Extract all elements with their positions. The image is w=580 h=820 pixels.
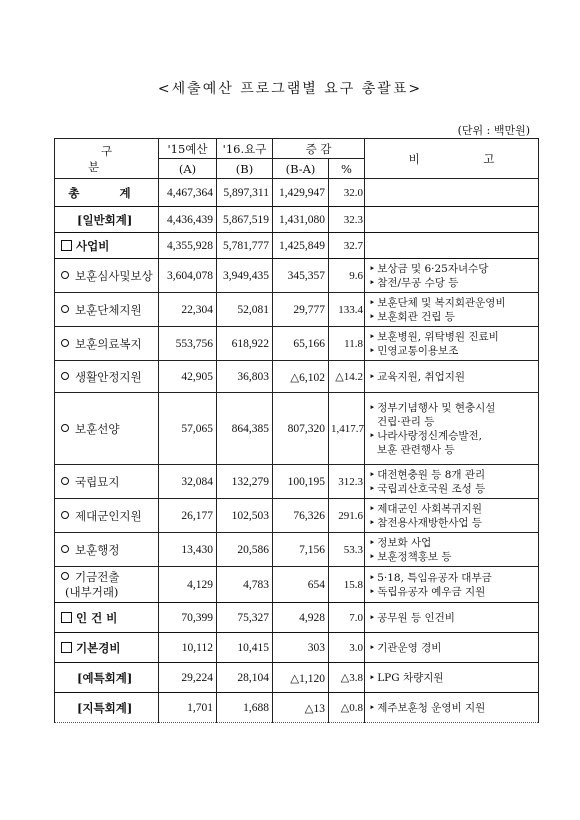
header-category: 구 분 (55, 139, 159, 179)
table-row (55, 207, 539, 233)
remarks-cell (365, 567, 539, 603)
header-change-amount: (B-A) (273, 159, 329, 179)
remarks-cell (365, 293, 539, 327)
table-row (55, 603, 539, 633)
row-label: 생활안정지원 (75, 369, 142, 384)
value-2015-cell: 3,604,078 (159, 259, 217, 293)
row-label-cell (55, 663, 159, 693)
row-label-cell (55, 179, 159, 207)
row-label: 보훈선양 (75, 421, 120, 436)
change-pct-cell: 291.6 (329, 499, 365, 533)
remark-text: 민영교통이용보조 (377, 344, 459, 357)
value-2016-cell: 10,415 (217, 633, 273, 663)
row-label-cell (55, 693, 159, 723)
bullet-icon: ‣ (369, 611, 376, 624)
remark-line (369, 482, 536, 496)
change-amount-cell: 7,156 (273, 533, 329, 567)
row-label-cell (55, 465, 159, 499)
bullet-icon: ‣ (369, 550, 376, 563)
table-body (55, 179, 539, 723)
table-row (55, 663, 539, 693)
row-label: 보훈심사및보상 (75, 268, 153, 283)
budget-summary-table (54, 138, 539, 723)
table-row (55, 633, 539, 663)
remark-text: 제대군인 사회복귀지원 (377, 502, 482, 515)
bullet-icon: ‣ (369, 502, 376, 515)
bullet-icon: ‣ (369, 482, 376, 495)
remark-text: 보훈회관 건립 등 (377, 310, 455, 323)
value-2015-cell: 4,436,439 (159, 207, 217, 233)
bullet-icon: ‣ (369, 310, 376, 323)
row-label: 사업비 (76, 238, 110, 253)
remarks-cell (365, 327, 539, 361)
row-label: 보훈의료복지 (75, 336, 142, 351)
remarks-cell (365, 603, 539, 633)
circle-bullet-icon (61, 271, 69, 279)
bullet-icon: ‣ (369, 671, 376, 684)
value-2016-cell: 20,586 (217, 533, 273, 567)
remarks-cell (365, 633, 539, 663)
change-amount-cell: 654 (273, 567, 329, 603)
row-label-cell (55, 207, 159, 233)
circle-bullet-icon (61, 511, 69, 519)
row-label: 제대군인지원 (75, 508, 142, 523)
change-pct-cell: 11.8 (329, 327, 365, 361)
row-label-cell (55, 259, 159, 293)
value-2016-cell: 75,327 (217, 603, 273, 633)
change-amount-cell: △6,102 (273, 361, 329, 393)
value-2016-cell: 4,783 (217, 567, 273, 603)
value-2016-cell: 864,385 (217, 393, 273, 465)
remark-line (369, 468, 536, 482)
value-2016-cell: 5,781,777 (217, 233, 273, 259)
value-2015-cell: 4,355,928 (159, 233, 217, 259)
value-2015-cell: 1,701 (159, 693, 217, 723)
bullet-icon: ‣ (369, 429, 376, 442)
header-2016: '16.요구 (217, 139, 273, 159)
remark-line (369, 429, 536, 443)
row-label: [일반회계] (77, 212, 133, 227)
change-amount-cell: 76,326 (273, 499, 329, 533)
bullet-icon: ‣ (369, 344, 376, 357)
remark-line (369, 550, 536, 564)
checkbox-square-icon (61, 240, 72, 251)
table-row (55, 533, 539, 567)
change-pct-cell: 3.0 (329, 633, 365, 663)
change-amount-cell: △13 (273, 693, 329, 723)
remark-line (369, 516, 536, 530)
change-amount-cell: 1,431,080 (273, 207, 329, 233)
remark-line (369, 276, 536, 290)
bullet-icon: ‣ (369, 370, 376, 383)
remark-line (369, 671, 536, 685)
change-pct-cell: 15.8 (329, 567, 365, 603)
row-label: 인 건 비 (76, 610, 118, 625)
circle-bullet-icon (61, 372, 69, 380)
remark-text: 보훈단체 및 복지회관운영비 (377, 296, 506, 309)
change-amount-cell: 1,425,849 (273, 233, 329, 259)
remarks-cell (365, 207, 539, 233)
table-row (55, 693, 539, 723)
remark-line (369, 330, 536, 344)
remark-text: 건립·관리 등 (377, 415, 435, 428)
unit-note: (단위 : 백만원) (457, 124, 530, 137)
row-label: 총 계 (68, 185, 149, 200)
value-2015-cell: 32,084 (159, 465, 217, 499)
value-2016-cell: 3,949,435 (217, 259, 273, 293)
change-pct-cell: 7.0 (329, 603, 365, 633)
checkbox-square-icon (61, 642, 72, 653)
value-2015-cell: 26,177 (159, 499, 217, 533)
table-row (55, 567, 539, 603)
row-label-cell (55, 293, 159, 327)
value-2016-cell: 36,803 (217, 361, 273, 393)
change-pct-cell: 133.4 (329, 293, 365, 327)
change-amount-cell: 100,195 (273, 465, 329, 499)
value-2015-cell: 70,399 (159, 603, 217, 633)
remark-line (369, 310, 536, 324)
remark-text: 정부기념행사 및 현충시설 (377, 401, 496, 414)
change-amount-cell: 303 (273, 633, 329, 663)
value-2015-cell: 4,467,364 (159, 179, 217, 207)
row-label-cell (55, 499, 159, 533)
remark-line (369, 536, 536, 550)
remark-text: 보훈병원, 위탁병원 진료비 (377, 330, 499, 343)
remark-line (369, 262, 536, 276)
row-label-cell (55, 567, 159, 603)
row-label-cell (55, 327, 159, 361)
remark-text: 참전용사재방한사업 등 (377, 516, 482, 529)
header-2015: '15예산 (159, 139, 217, 159)
remarks-cell (365, 179, 539, 207)
table-row (55, 361, 539, 393)
remark-text: 교육지원, 취업지원 (377, 370, 466, 383)
bullet-icon: ‣ (369, 641, 376, 654)
table-row (55, 293, 539, 327)
circle-bullet-icon (61, 545, 69, 553)
value-2016-cell: 5,867,519 (217, 207, 273, 233)
row-label: 보훈행정 (75, 542, 120, 557)
table-row (55, 465, 539, 499)
change-pct-cell: 32.7 (329, 233, 365, 259)
remark-line (369, 344, 536, 358)
value-2015-cell: 29,224 (159, 663, 217, 693)
row-label: 기금전출 (75, 569, 120, 584)
change-pct-cell: △3.8 (329, 663, 365, 693)
remarks-cell (365, 361, 539, 393)
change-amount-cell: 29,777 (273, 293, 329, 327)
value-2016-cell: 5,897,311 (217, 179, 273, 207)
circle-bullet-icon (61, 572, 69, 580)
row-label: [예특회계] (77, 670, 133, 685)
remarks-cell (365, 693, 539, 723)
value-2015-cell: 10,112 (159, 633, 217, 663)
change-amount-cell: 4,928 (273, 603, 329, 633)
row-label-cell (55, 393, 159, 465)
change-pct-cell: 312.3 (329, 465, 365, 499)
value-2015-cell: 22,304 (159, 293, 217, 327)
bullet-icon: ‣ (369, 585, 376, 598)
document-title: <세출예산 프로그램별 요구 총괄표> (157, 81, 423, 97)
remark-line (369, 502, 536, 516)
bullet-icon: ‣ (369, 330, 376, 343)
table-row (55, 233, 539, 259)
remark-line (369, 443, 536, 457)
remark-text: 보훈정책홍보 등 (377, 550, 452, 563)
change-pct-cell: 32.3 (329, 207, 365, 233)
row-label-sub: (내부거래) (65, 584, 119, 599)
change-pct-cell: 9.6 (329, 259, 365, 293)
row-label: 국립묘지 (75, 474, 120, 489)
table-row (55, 259, 539, 293)
value-2016-cell: 52,081 (217, 293, 273, 327)
table-row (55, 393, 539, 465)
remarks-cell (365, 499, 539, 533)
change-amount-cell: 65,166 (273, 327, 329, 361)
change-pct-cell: △0.8 (329, 693, 365, 723)
table-row (55, 327, 539, 361)
remark-text: 나라사랑정신계승발전, (377, 429, 482, 442)
header-2015-sub: (A) (159, 159, 217, 179)
bullet-icon: ‣ (369, 516, 376, 529)
remark-text: LPG 차량지원 (377, 671, 444, 684)
bullet-icon: ‣ (369, 468, 376, 481)
value-2015-cell: 13,430 (159, 533, 217, 567)
change-pct-cell: 1,417.7 (329, 393, 365, 465)
checkbox-square-icon (61, 612, 72, 623)
remarks-cell (365, 465, 539, 499)
row-label-cell (55, 603, 159, 633)
remark-text: 기관운영 경비 (377, 641, 442, 654)
row-label: 기본경비 (76, 640, 121, 655)
remarks-cell (365, 663, 539, 693)
change-amount-cell: 345,357 (273, 259, 329, 293)
change-pct-cell: 32.0 (329, 179, 365, 207)
remark-line (369, 641, 536, 655)
remark-line (369, 611, 536, 625)
value-2015-cell: 57,065 (159, 393, 217, 465)
circle-bullet-icon (61, 339, 69, 347)
remarks-cell (365, 259, 539, 293)
remark-text: 참전/무공 수당 등 (377, 276, 459, 289)
header-remarks: 비 고 (365, 139, 539, 179)
value-2016-cell: 102,503 (217, 499, 273, 533)
value-2015-cell: 553,756 (159, 327, 217, 361)
change-pct-cell: △14.2 (329, 361, 365, 393)
remark-line (369, 296, 536, 310)
bullet-icon: ‣ (369, 276, 376, 289)
change-amount-cell: 807,320 (273, 393, 329, 465)
header-change: 증 감 (273, 139, 365, 159)
value-2016-cell: 1,688 (217, 693, 273, 723)
value-2016-cell: 618,922 (217, 327, 273, 361)
remark-text: 5·18, 특임유공자 대부금 (377, 571, 492, 584)
change-amount-cell: △1,120 (273, 663, 329, 693)
remark-text: 제주보훈청 운영비 지원 (377, 701, 486, 714)
circle-bullet-icon (61, 424, 69, 432)
bullet-icon: ‣ (369, 571, 376, 584)
change-amount-cell: 1,429,947 (273, 179, 329, 207)
bullet-icon: ‣ (369, 401, 376, 414)
header-2016-sub: (B) (217, 159, 273, 179)
header-change-pct: % (329, 159, 365, 179)
remark-text: 공무원 등 인건비 (377, 611, 455, 624)
table-row (55, 499, 539, 533)
remark-text: 대전현충원 등 8개 관리 (377, 468, 486, 481)
remarks-cell (365, 533, 539, 567)
remark-line (369, 415, 536, 429)
remark-text: 보훈 관련행사 등 (377, 443, 455, 456)
change-pct-cell: 53.3 (329, 533, 365, 567)
remark-line (369, 370, 536, 384)
row-label-cell (55, 233, 159, 259)
value-2016-cell: 132,279 (217, 465, 273, 499)
bullet-icon: ‣ (369, 701, 376, 714)
row-label: [지특회계] (77, 700, 133, 715)
remark-text: 독립유공자 예우금 지원 (377, 585, 486, 598)
bullet-icon: ‣ (369, 262, 376, 275)
row-label-cell (55, 361, 159, 393)
bullet-icon: ‣ (369, 536, 376, 549)
remark-line (369, 401, 536, 415)
row-label-cell (55, 533, 159, 567)
value-2016-cell: 28,104 (217, 663, 273, 693)
row-label-cell (55, 633, 159, 663)
remarks-cell (365, 393, 539, 465)
remarks-cell (365, 233, 539, 259)
table-row (55, 179, 539, 207)
remark-line (369, 701, 536, 715)
circle-bullet-icon (61, 305, 69, 313)
remark-line (369, 585, 536, 599)
bullet-icon: ‣ (369, 296, 376, 309)
row-label: 보훈단체지원 (75, 302, 142, 317)
value-2015-cell: 4,129 (159, 567, 217, 603)
remark-text: 보상금 및 6·25자녀수당 (377, 262, 489, 275)
remark-line (369, 571, 536, 585)
value-2015-cell: 42,905 (159, 361, 217, 393)
remark-text: 정보화 사업 (377, 536, 432, 549)
circle-bullet-icon (61, 477, 69, 485)
remark-text: 국립괴산호국원 조성 등 (377, 482, 486, 495)
